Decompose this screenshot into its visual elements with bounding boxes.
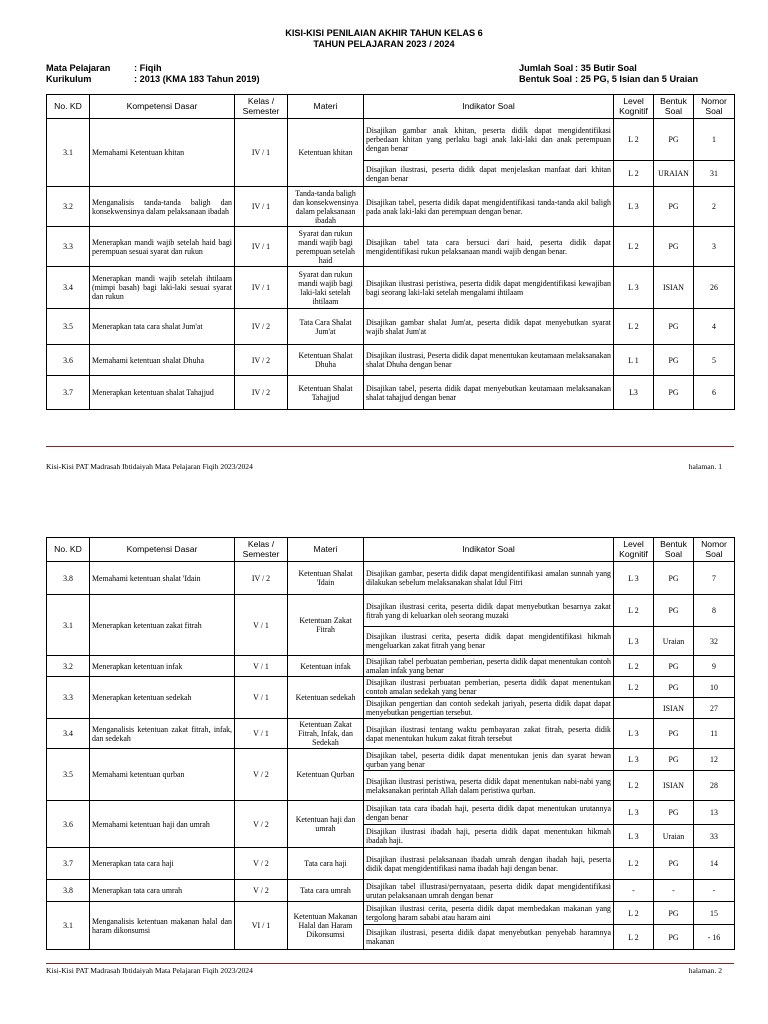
materi: Ketentuan Shalat 'Idain [288, 562, 364, 595]
col-no-kd: No. KD [47, 538, 90, 562]
materi: Ketentuan Zakat Fitrah, Infak, dan Sedekah [288, 719, 364, 749]
kompetensi-dasar: Memahami ketentuan haji dan umrah [90, 801, 235, 848]
page-title [0, 28, 768, 50]
jumlah-value: : 35 Butir Soal [575, 63, 637, 73]
kd-number: 3.4 [47, 267, 90, 309]
indikator-soal: Disajikan ilustrasi pelaksanaan ibadah umrah dengan ibadah haji, peserta didik dapat mengidentifikasi nama ibadah haji dengan benar. [364, 848, 614, 880]
col-nomor: Nomor Soal [694, 538, 735, 562]
nomor-soal: 27 [694, 698, 735, 719]
kompetensi-dasar: Menerapkan mandi wajib setelah haid bagi perempuan sesuai syarat dan rukun [90, 227, 235, 267]
kompetensi-dasar: Menerapkan ketentuan infak [90, 656, 235, 677]
kelas-semester: V / 2 [235, 749, 288, 801]
bentuk-soal: ISIAN [654, 267, 694, 309]
kompetensi-dasar: Menerapkan ketentuan zakat fitrah [90, 595, 235, 656]
level-kognitif: L 3 [614, 627, 654, 656]
col-level: Level Kognitif [614, 538, 654, 562]
level-kognitif: L 2 [614, 595, 654, 627]
indikator-soal: Disajikan tabel, peserta didik dapat menentukan jenis dan syarat hewan qurban yang benar [364, 749, 614, 771]
table-row [47, 345, 735, 376]
indikator-soal: Disajikan tata cara ibadah haji, peserta didik dapat menentukan urutannya dengan benar [364, 801, 614, 825]
col-indikator: Indikator Soal [364, 95, 614, 119]
table-row [47, 267, 735, 309]
kompetensi-dasar: Menerapkan tata cara umrah [90, 880, 235, 902]
kd-number: 3.1 [47, 902, 90, 950]
table-row [47, 801, 735, 825]
indikator-soal: Disajikan gambar shalat Jum'at, peserta didik dapat menyebutkan syarat wajib shalat Jum'at [364, 309, 614, 345]
bentuk-soal: PG [654, 376, 694, 410]
kd-number: 3.6 [47, 345, 90, 376]
col-bentuk: Bentuk Soal [654, 95, 694, 119]
indikator-soal: Disajikan tabel, peserta didik dapat menyebutkan keutamaan melaksanakan shalat tahajjud dengan benar [364, 376, 614, 410]
bentuk-soal: - [654, 880, 694, 902]
level-kognitif: L 2 [614, 902, 654, 925]
nomor-soal: 33 [694, 825, 735, 848]
kd-number: 3.2 [47, 656, 90, 677]
materi: Syarat dan rukun mandi wajib bagi laki-laki setelah ihtilaam [288, 267, 364, 309]
kelas-semester: IV / 2 [235, 345, 288, 376]
bentuk-soal: Uraian [654, 825, 694, 848]
nomor-soal: 7 [694, 562, 735, 595]
meta-right [519, 63, 698, 84]
table-row [47, 376, 735, 410]
indikator-soal: Disajikan ilustrasi cerita, peserta didik dapat mengidentifikasi hikmah mengeluarkan zakat fitrah yang benar [364, 627, 614, 656]
kompetensi-dasar: Menerapkan ketentuan sedekah [90, 677, 235, 719]
bentuk-soal: PG [654, 677, 694, 698]
col-materi: Materi [288, 95, 364, 119]
mapel-value: : Fiqih [134, 63, 162, 73]
col-kompetensi: Kompetensi Dasar [90, 95, 235, 119]
table-row [47, 656, 735, 677]
title-line-1: KISI-KISI PENILAIAN AKHIR TAHUN KELAS 6 [285, 28, 483, 38]
kompetensi-dasar: Menerapkan ketentuan shalat Tahajjud [90, 376, 235, 410]
materi: Ketentuan Qurban [288, 749, 364, 801]
col-level: Level Kognitif [614, 95, 654, 119]
table-row [47, 595, 735, 627]
level-kognitif: L 2 [614, 309, 654, 345]
col-indikator: Indikator Soal [364, 538, 614, 562]
kd-number: 3.1 [47, 119, 90, 187]
level-kognitif: - [614, 880, 654, 902]
nomor-soal: 13 [694, 801, 735, 825]
table-header-row [47, 95, 735, 119]
materi: Tata cara haji [288, 848, 364, 880]
kelas-semester: IV / 2 [235, 309, 288, 345]
bentuk-value: : 25 PG, 5 Isian dan 5 Uraian [575, 73, 699, 84]
kelas-semester: V / 1 [235, 595, 288, 656]
level-kognitif: L 3 [614, 825, 654, 848]
indikator-soal: Disajikan tabel illustrasi/pernyataan, peserta didik dapat mengidentifikasi urutan pelaksanaan umrah dengan benar [364, 880, 614, 902]
indikator-soal: Disajikan tabel tata cara bersuci dari haid, peserta didik dapat mengidentifikasi rukun pelaksanaan mandi wajib dengan benar. [364, 227, 614, 267]
kd-number: 3.7 [47, 848, 90, 880]
bentuk-soal: PG [654, 801, 694, 825]
table-row [47, 677, 735, 698]
materi: Ketentuan Shalat Tahajjud [288, 376, 364, 410]
page-2-footer-rule [46, 963, 734, 964]
materi: Ketentuan khitan [288, 119, 364, 187]
indikator-soal: Disajikan ilustrasi, peserta didik dapat menjelaskan manfaat dari khitan dengan benar [364, 161, 614, 187]
page-1-footer-rule [46, 446, 734, 447]
table-row [47, 902, 735, 925]
materi: Ketentuan Zakat Fitrah [288, 595, 364, 656]
kd-number: 3.8 [47, 880, 90, 902]
materi: Tata Cara Shalat Jum'at [288, 309, 364, 345]
bentuk-soal: ISIAN [654, 698, 694, 719]
table-row [47, 749, 735, 771]
nomor-soal: 28 [694, 771, 735, 801]
level-kognitif: L 3 [614, 562, 654, 595]
kompetensi-dasar: Menganalisis ketentuan makanan halal dan haram dikonsumsi [90, 902, 235, 950]
table-row [47, 227, 735, 267]
bentuk-soal: PG [654, 119, 694, 161]
kd-number: 3.4 [47, 719, 90, 749]
kelas-semester: VI / 1 [235, 902, 288, 950]
level-kognitif: L 2 [614, 771, 654, 801]
kisi-table-page-2 [46, 537, 735, 950]
level-kognitif: L 2 [614, 677, 654, 698]
kompetensi-dasar: Menerapkan tata cara haji [90, 848, 235, 880]
indikator-soal: Disajikan tabel, peserta didik dapat mengidentifikasi tanda-tanda akil baligh pada anak laki-laki dan perempuan dengan benar. [364, 187, 614, 227]
kelas-semester: IV / 2 [235, 376, 288, 410]
kelas-semester: IV / 1 [235, 267, 288, 309]
jumlah-label: Jumlah Soal [519, 63, 574, 73]
kelas-semester: IV / 2 [235, 562, 288, 595]
kelas-semester: V / 1 [235, 719, 288, 749]
kelas-semester: IV / 1 [235, 227, 288, 267]
level-kognitif: L 3 [614, 801, 654, 825]
page-2-footer-right: halaman. 2 [688, 966, 722, 975]
kompetensi-dasar: Menerapkan tata cara shalat Jum'at [90, 309, 235, 345]
bentuk-soal: PG [654, 345, 694, 376]
kelas-semester: V / 1 [235, 677, 288, 719]
bentuk-soal: Uraian [654, 627, 694, 656]
nomor-soal: - 16 [694, 925, 735, 950]
kelas-semester: IV / 1 [235, 119, 288, 187]
level-kognitif: L 2 [614, 161, 654, 187]
kelas-semester: V / 2 [235, 880, 288, 902]
nomor-soal: 32 [694, 627, 735, 656]
kd-number: 3.7 [47, 376, 90, 410]
materi: Tata cara umrah [288, 880, 364, 902]
col-kelas: Kelas / Semester [235, 95, 288, 119]
table-row [47, 562, 735, 595]
materi: Ketentuan Shalat Dhuha [288, 345, 364, 376]
nomor-soal: 11 [694, 719, 735, 749]
bentuk-soal: URAIAN [654, 161, 694, 187]
bentuk-soal: ISIAN [654, 771, 694, 801]
col-bentuk: Bentuk Soal [654, 538, 694, 562]
kd-number: 3.3 [47, 677, 90, 719]
materi: Ketentuan haji dan umrah [288, 801, 364, 848]
kisi-table-page-1 [46, 94, 735, 410]
kompetensi-dasar: Memahami ketentuan shalat 'Idain [90, 562, 235, 595]
nomor-soal: 9 [694, 656, 735, 677]
level-kognitif: L 3 [614, 267, 654, 309]
bentuk-soal: PG [654, 749, 694, 771]
materi: Ketentuan sedekah [288, 677, 364, 719]
bentuk-label: Bentuk Soal [519, 73, 573, 84]
meta-left [46, 63, 260, 84]
kompetensi-dasar: Memahami Ketentuan khitan [90, 119, 235, 187]
kd-number: 3.8 [47, 562, 90, 595]
nomor-soal: 4 [694, 309, 735, 345]
indikator-soal: Disajikan ilustrasi, peserta didik dapat menyebutkan penyebab haramnya makanan [364, 925, 614, 950]
materi: Tanda-tanda baligh dan konsekwensinya dalam pelaksanaan ibadah [288, 187, 364, 227]
col-kompetensi: Kompetensi Dasar [90, 538, 235, 562]
indikator-soal: Disajikan ilustrasi cerita, peserta didik dapat menyebutkan besarnya zakat fitrah yang di keluarkan oleh seorang muzaki [364, 595, 614, 627]
page-1-footer-right: halaman. 1 [688, 462, 722, 471]
kelas-semester: V / 2 [235, 848, 288, 880]
bentuk-soal: PG [654, 227, 694, 267]
materi: Ketentuan Makanan Halal dan Haram Dikonsumsi [288, 902, 364, 950]
indikator-soal: Disajikan ilustrasi, Peserta didik dapat menentukan keutamaan melaksanakan shalat Dhuha dengan benar [364, 345, 614, 376]
level-kognitif: L 2 [614, 656, 654, 677]
bentuk-soal: PG [654, 848, 694, 880]
bentuk-soal: PG [654, 562, 694, 595]
indikator-soal: Disajikan gambar, peserta didik dapat mengidentifikasi amalan sunnah yang dilakukan sebelum melaksanakan shalat Idul Fitri [364, 562, 614, 595]
level-kognitif: L 3 [614, 187, 654, 227]
kd-number: 3.3 [47, 227, 90, 267]
bentuk-soal: PG [654, 902, 694, 925]
table-row [47, 187, 735, 227]
kurikulum-value: : 2013 (KMA 183 Tahun 2019) [134, 73, 260, 84]
indikator-soal: Disajikan ilustrasi peristiwa, peserta didik dapat menentukan nabi-nabi yang melaksanakan perintah Allah dalam peristiwa qurban. [364, 771, 614, 801]
kompetensi-dasar: Memahami ketentuan shalat Dhuha [90, 345, 235, 376]
indikator-soal: Disajikan ilustrasi ibadah haji, peserta didik dapat menentukan hikmah ibadah haji. [364, 825, 614, 848]
kompetensi-dasar: Menerapkan mandi wajib setelah ihtilaam (mimpi basah) bagi laki-laki sesuai syarat dan rukun [90, 267, 235, 309]
kompetensi-dasar: Menganalisis ketentuan zakat fitrah, infak, dan sedekah [90, 719, 235, 749]
title-line-2: TAHUN PELAJARAN 2023 / 2024 [313, 39, 455, 49]
kompetensi-dasar: Menganalisis tanda-tanda baligh dan konsekwensinya dalam pelaksanaan ibadah [90, 187, 235, 227]
table-header-row [47, 538, 735, 562]
kd-number: 3.5 [47, 309, 90, 345]
level-kognitif [614, 698, 654, 719]
table-row [47, 880, 735, 902]
nomor-soal: 2 [694, 187, 735, 227]
table-row [47, 719, 735, 749]
kompetensi-dasar: Memahami ketentuan qurban [90, 749, 235, 801]
bentuk-soal: PG [654, 187, 694, 227]
page-1-footer-left: Kisi-Kisi PAT Madrasah Ibtidaiyah Mata Pelajaran Fiqih 2023/2024 [46, 462, 253, 471]
nomor-soal: 8 [694, 595, 735, 627]
materi: Ketentuan infak [288, 656, 364, 677]
indikator-soal: Disajikan pengertian dan contoh sedekah jariyah, peserta didik dapat dapat menyebutkan pengertian tersebut. [364, 698, 614, 719]
level-kognitif: L 3 [614, 749, 654, 771]
kd-number: 3.5 [47, 749, 90, 801]
kd-number: 3.1 [47, 595, 90, 656]
indikator-soal: Disajikan gambar anak khitan, peserta didik dapat mengidentifikasi perbedaan khitan yang perlaku bagi anak laki-laki dan anak perempuan dengan benar [364, 119, 614, 161]
bentuk-soal: PG [654, 309, 694, 345]
level-kognitif: L 2 [614, 848, 654, 880]
kd-number: 3.6 [47, 801, 90, 848]
kelas-semester: V / 2 [235, 801, 288, 848]
kelas-semester: IV / 1 [235, 187, 288, 227]
bentuk-soal: PG [654, 925, 694, 950]
level-kognitif: L 1 [614, 345, 654, 376]
level-kognitif: L3 [614, 376, 654, 410]
bentuk-soal: PG [654, 656, 694, 677]
materi: Syarat dan rukun mandi wajib bagi perempuan setelah haid [288, 227, 364, 267]
nomor-soal: - [694, 880, 735, 902]
col-materi: Materi [288, 538, 364, 562]
kurikulum-label: Kurikulum [46, 73, 92, 84]
nomor-soal: 1 [694, 119, 735, 161]
table-row [47, 309, 735, 345]
indikator-soal: Disajikan ilustrasi cerita, peserta didik dapat membedakan makanan yang tergolong haram sababi atau haram aini [364, 902, 614, 925]
bentuk-soal: PG [654, 595, 694, 627]
col-nomor: Nomor Soal [694, 95, 735, 119]
col-no-kd: No. KD [47, 95, 90, 119]
level-kognitif: L 2 [614, 925, 654, 950]
nomor-soal: 26 [694, 267, 735, 309]
table-row [47, 848, 735, 880]
table-row [47, 119, 735, 161]
nomor-soal: 5 [694, 345, 735, 376]
level-kognitif: L 2 [614, 227, 654, 267]
level-kognitif: L 3 [614, 719, 654, 749]
nomor-soal: 10 [694, 677, 735, 698]
bentuk-soal: PG [654, 719, 694, 749]
page-2-footer-left: Kisi-Kisi PAT Madrasah Ibtidaiyah Mata Pelajaran Fiqih 2023/2024 [46, 966, 253, 975]
nomor-soal: 14 [694, 848, 735, 880]
kd-number: 3.2 [47, 187, 90, 227]
kelas-semester: V / 1 [235, 656, 288, 677]
col-kelas: Kelas / Semester [235, 538, 288, 562]
indikator-soal: Disajikan ilustrasi tentang waktu pembayaran zakat fitrah, peserta didik dapat menentukan hukum zakat fitrah tersebut [364, 719, 614, 749]
nomor-soal: 6 [694, 376, 735, 410]
nomor-soal: 12 [694, 749, 735, 771]
nomor-soal: 15 [694, 902, 735, 925]
nomor-soal: 3 [694, 227, 735, 267]
indikator-soal: Disajikan ilustrasi perbuatan pemberian, peserta didik dapat menentukan contoh amalan sedekah yang benar [364, 677, 614, 698]
mapel-label: Mata Pelajaran [46, 63, 111, 73]
level-kognitif: L 2 [614, 119, 654, 161]
nomor-soal: 31 [694, 161, 735, 187]
indikator-soal: Disajikan tabel perbuatan pemberian, peserta didik dapat menentukan contoh amalan infak yang benar [364, 656, 614, 677]
indikator-soal: Disajikan ilustrasi peristiwa, peserta didik dapat mengidentifikasi kewajiban bagi seorang laki-laki setelah mengalami ihtilaam [364, 267, 614, 309]
